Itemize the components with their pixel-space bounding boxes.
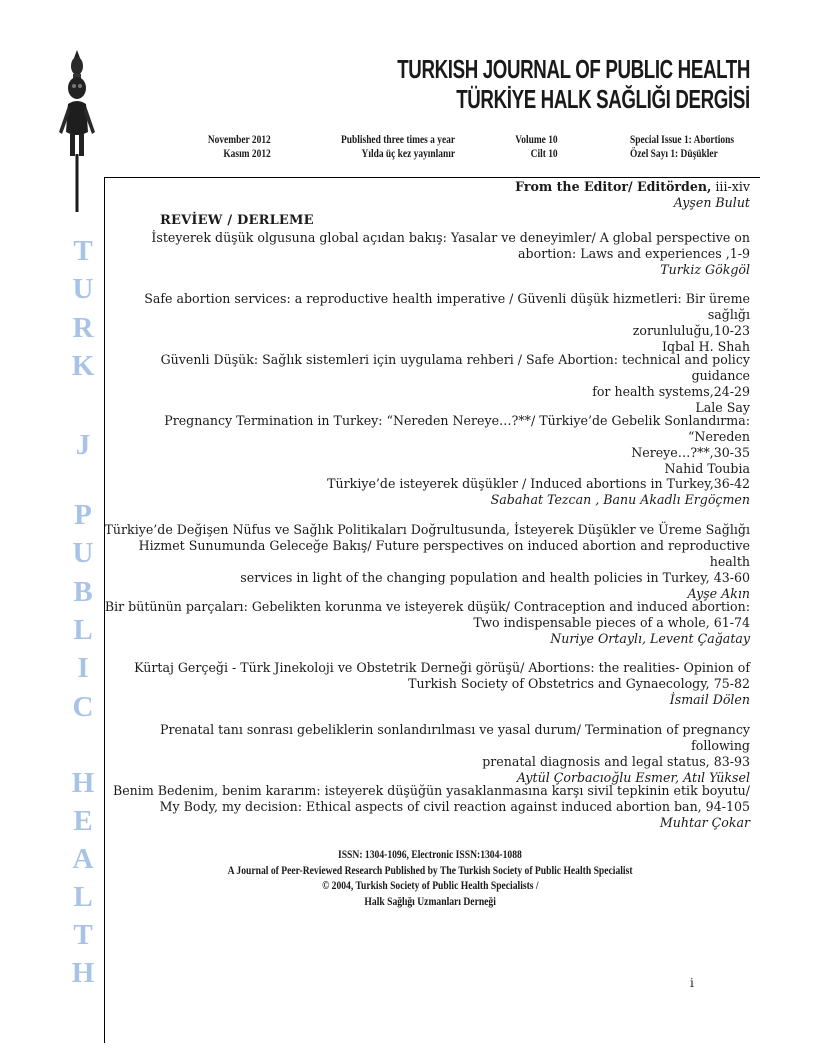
- toc-entry: [100, 599, 750, 647]
- horizontal-rule: [104, 177, 760, 178]
- sidebar-letter: L: [73, 614, 93, 646]
- publisher-line: A Journal of Peer-Reviewed Research Published by The Turkish Society of Public Health Specialist: [227, 862, 633, 877]
- issn-line: ISSN: 1304-1096, Electronic ISSN:1304-1088: [338, 847, 522, 861]
- article-author: Nuriye Ortaylı, Levent Çağatay: [550, 631, 750, 646]
- section-heading: REVİEW / DERLEME: [160, 213, 314, 228]
- page-number: i: [690, 976, 694, 990]
- article-title-line: Türkiye’de Değişen Nüfus ve Sağlık Politikaları Doğrultusunda, İsteyerek Düşükler ve Üreme Sağlığı: [104, 522, 750, 537]
- sidebar-letter: I: [77, 652, 89, 684]
- article-title-line: Hizmet Sunumunda Geleceğe Bakış/ Future perspectives on induced abortion and reproductive health: [138, 538, 750, 569]
- article-title-line: Safe abortion services: a reproductive health imperative / Güvenli düşük hizmetleri: Bir üreme sağlığı: [144, 291, 750, 322]
- sidebar-letter: P: [74, 499, 92, 531]
- special-issue-tr: Özel Sayı 1: Düşükler: [630, 148, 718, 160]
- journal-title-en: TURKISH JOURNAL OF PUBLIC HEALTH: [397, 54, 750, 84]
- article-title-line: Bir bütünün parçaları: Gebelikten korunma ve isteyerek düşük/ Contraception and induced abortion:: [104, 599, 750, 614]
- toc-entry: [100, 413, 750, 477]
- special-issue: [630, 133, 734, 161]
- issue-date-tr: Kasım 2012: [223, 148, 271, 160]
- society-tr-line: Halk Sağlığı Uzmanları Derneği: [364, 893, 496, 908]
- article-title-line: zorunluluğu,10-23: [632, 323, 750, 338]
- statue-logo-icon: [54, 48, 100, 214]
- article-title-line: Turkish Society of Obstetrics and Gynaecology, 75-82: [408, 676, 750, 691]
- volume-tr: Cilt 10: [531, 148, 558, 160]
- article-title-line: Prenatal tanı sonrası gebeliklerin sonlandırılması ve yasal durum/ Termination of pregnancy following: [159, 722, 750, 753]
- sidebar-letter: H: [71, 767, 95, 799]
- editor-pages: iii-xiv: [711, 179, 750, 194]
- toc-entry: [100, 291, 750, 355]
- article-title-line: prenatal diagnosis and legal status, 83-93: [482, 754, 750, 769]
- sidebar-letter: J: [75, 429, 91, 461]
- toc-entry: [100, 522, 750, 602]
- sidebar-letter: C: [72, 691, 94, 723]
- article-author: Nahid Toubia: [664, 461, 750, 476]
- article-title-line: Kürtaj Gerçeği - Türk Jinekoloji ve Obstetrik Derneği görüşü/ Abortions: the realities- Opinion of: [134, 660, 750, 675]
- publication-frequency: [341, 133, 455, 161]
- toc-entry: [100, 722, 750, 786]
- sidebar-letter: U: [72, 537, 94, 569]
- article-title-line: abortion: Laws and experiences ,1-9: [518, 246, 750, 261]
- sidebar-letter: H: [71, 957, 95, 989]
- editor-author: Ayşen Bulut: [673, 195, 750, 210]
- article-title-line: for health systems,24-29: [592, 384, 750, 399]
- toc-entry: [100, 230, 750, 278]
- volume-en: Volume 10: [515, 134, 558, 146]
- article-author: Turkiz Gökgöl: [660, 262, 750, 277]
- sidebar-letter: B: [73, 576, 93, 608]
- article-author: Iqbal H. Shah: [662, 339, 750, 354]
- editor-label: From the Editor/ Editörden,: [515, 179, 712, 194]
- sidebar-letter: E: [73, 805, 93, 837]
- article-author: Muhtar Çokar: [659, 815, 750, 830]
- toc-entry: [100, 660, 750, 708]
- article-author: Lale Say: [695, 400, 750, 415]
- article-title-line: Two indispensable pieces of a whole, 61-74: [473, 615, 750, 630]
- article-title-line: Türkiye’de isteyerek düşükler / Induced abortions in Turkey,36-42: [327, 476, 750, 491]
- article-title-line: İsteyerek düşük olgusuna global açıdan bakış: Yasalar ve deneyimler/ A global perspective on: [151, 230, 750, 245]
- article-title-line: Pregnancy Termination in Turkey: “Nereden Nereye…?**/ Türkiye’de Gebelik Sonlandırma: “Nereden: [164, 413, 750, 444]
- article-title-line: Güvenli Düşük: Sağlık sistemleri için uygulama rehberi / Safe Abortion: technical and policy guidance: [160, 352, 750, 383]
- frequency-en: Published three times a year: [340, 134, 455, 146]
- sidebar-letter: T: [73, 919, 93, 951]
- sidebar-letter: A: [72, 843, 94, 875]
- toc-entry: [100, 783, 750, 831]
- issue-date-en: November 2012: [208, 134, 271, 146]
- article-author: Sabahat Tezcan , Banu Akadlı Ergöçmen: [490, 492, 750, 507]
- volume: [516, 133, 558, 161]
- article-author: İsmail Dölen: [669, 692, 750, 707]
- editor-entry: [515, 179, 750, 211]
- journal-title-tr: TÜRKİYE HALK SAĞLIĞI DERGİSİ: [456, 84, 750, 114]
- sidebar-letter: R: [72, 312, 94, 344]
- sidebar-letter: U: [72, 273, 94, 305]
- frequency-tr: Yılda üç kez yayınlanır: [361, 148, 455, 160]
- sidebar-letter: L: [73, 881, 93, 913]
- sidebar-letter: K: [71, 350, 95, 382]
- copyright-line: © 2004, Turkish Society of Public Health Specialists /: [321, 878, 539, 892]
- footer-block: [150, 847, 710, 909]
- article-title-line: Nereye…?**,30-35: [631, 445, 750, 460]
- toc-entry: [100, 476, 750, 508]
- toc-entry: [100, 352, 750, 416]
- article-author: Ayşe Akın: [687, 586, 750, 601]
- article-title-line: services in light of the changing population and health policies in Turkey, 43-60: [240, 570, 750, 585]
- sidebar-letter: T: [73, 235, 93, 267]
- article-title-line: Benim Bedenim, benim kararım: isteyerek düşüğün yasaklanmasına karşı sivil tepkinin etik boyutu/: [112, 783, 750, 798]
- special-issue-en: Special Issue 1: Abortions: [630, 134, 735, 146]
- article-title-line: My Body, my decision: Ethical aspects of civil reaction against induced abortion ban, 94-105: [159, 799, 750, 814]
- article-author: Aytül Çorbacıoğlu Esmer, Atıl Yüksel: [516, 770, 750, 785]
- issue-date: [208, 133, 271, 161]
